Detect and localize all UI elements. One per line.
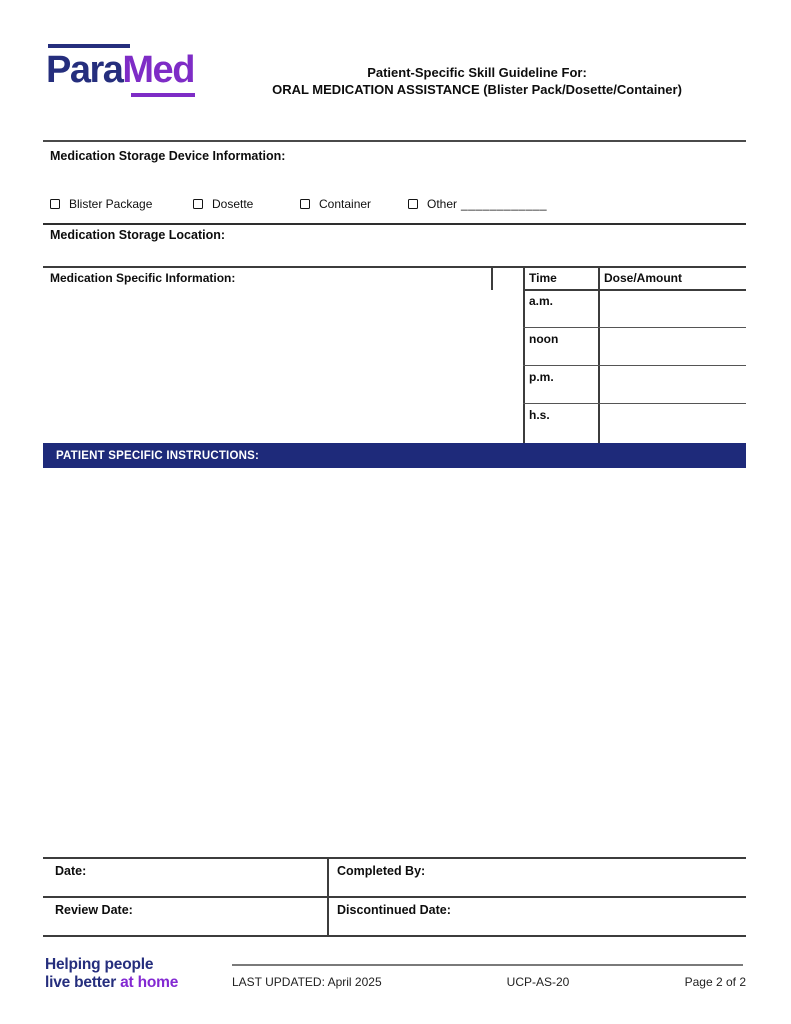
med-table-row-hs: h.s. bbox=[529, 408, 550, 422]
checkbox-icon[interactable] bbox=[193, 199, 203, 209]
footer-last-updated: LAST UPDATED: April 2025 bbox=[232, 975, 382, 989]
med-table-header-bottom-border bbox=[523, 289, 746, 291]
section-divider bbox=[43, 223, 746, 225]
document-title bbox=[207, 64, 747, 98]
other-fill-in-blank: ____________ bbox=[461, 197, 548, 211]
tagline-line-1: Helping people bbox=[45, 956, 154, 973]
checkbox-icon[interactable] bbox=[50, 199, 60, 209]
signoff-date-label: Date: bbox=[55, 864, 87, 878]
tagline-at-home: at home bbox=[120, 973, 179, 991]
med-table-col-dose: Dose/Amount bbox=[604, 271, 682, 285]
logo-wordmark bbox=[46, 48, 194, 92]
checkbox-option-blister-package bbox=[50, 197, 152, 211]
signoff-table-top-border bbox=[43, 857, 746, 859]
med-table-col-time: Time bbox=[529, 271, 557, 285]
section-divider bbox=[43, 140, 746, 142]
footer-page-number: Page 2 of 2 bbox=[684, 975, 746, 989]
signoff-table-row-divider bbox=[43, 896, 746, 898]
logo-part-para: Para bbox=[46, 49, 123, 91]
med-table-heading: Medication Specific Information: bbox=[50, 271, 236, 285]
footer-doc-code: UCP-AS-20 bbox=[506, 975, 570, 989]
storage-device-heading: Medication Storage Device Information: bbox=[50, 149, 286, 163]
med-table-row-divider bbox=[523, 365, 746, 366]
checkbox-option-dosette bbox=[193, 197, 253, 211]
checkbox-label: Container bbox=[319, 197, 372, 211]
tagline-line-2 bbox=[45, 974, 178, 992]
title-line-2: ORAL MEDICATION ASSISTANCE (Blister Pack/Dosette/Container) bbox=[272, 82, 682, 97]
med-table-row-pm: p.m. bbox=[529, 370, 554, 384]
signoff-discontinued-date-label: Discontinued Date: bbox=[337, 903, 451, 917]
med-table-time-column-border bbox=[523, 266, 525, 444]
patient-instructions-label: PATIENT SPECIFIC INSTRUCTIONS: bbox=[56, 449, 259, 462]
patient-instructions-banner bbox=[43, 443, 746, 468]
med-table-row-divider bbox=[523, 403, 746, 404]
title-line-1: Patient-Specific Skill Guideline For: bbox=[367, 65, 587, 80]
checkbox-label: Dosette bbox=[212, 197, 254, 211]
tagline-live-better: live better bbox=[45, 973, 121, 991]
checkbox-option-other bbox=[408, 197, 547, 211]
med-table-row-am: a.m. bbox=[529, 294, 554, 308]
signoff-table-bottom-border bbox=[43, 935, 746, 937]
med-table-dose-column-border bbox=[598, 266, 600, 444]
logo-bottom-bar bbox=[131, 93, 195, 97]
med-table-row-noon: noon bbox=[529, 332, 559, 346]
storage-location-heading: Medication Storage Location: bbox=[50, 228, 226, 242]
checkbox-option-container bbox=[300, 197, 371, 211]
checkbox-label: Blister Package bbox=[69, 197, 153, 211]
signoff-table-column-divider bbox=[327, 857, 329, 937]
med-table-row-divider bbox=[523, 327, 746, 328]
logo-part-med: Med bbox=[122, 49, 194, 91]
checkbox-label: Other bbox=[427, 197, 458, 211]
checkbox-icon[interactable] bbox=[408, 199, 418, 209]
checkbox-icon[interactable] bbox=[300, 199, 310, 209]
footer-divider bbox=[232, 964, 743, 966]
footer-tagline bbox=[45, 956, 178, 991]
signoff-review-date-label: Review Date: bbox=[55, 903, 133, 917]
signoff-completed-by-label: Completed By: bbox=[337, 864, 426, 878]
med-table-header-notch bbox=[491, 266, 493, 290]
med-table-top-border bbox=[43, 266, 746, 268]
